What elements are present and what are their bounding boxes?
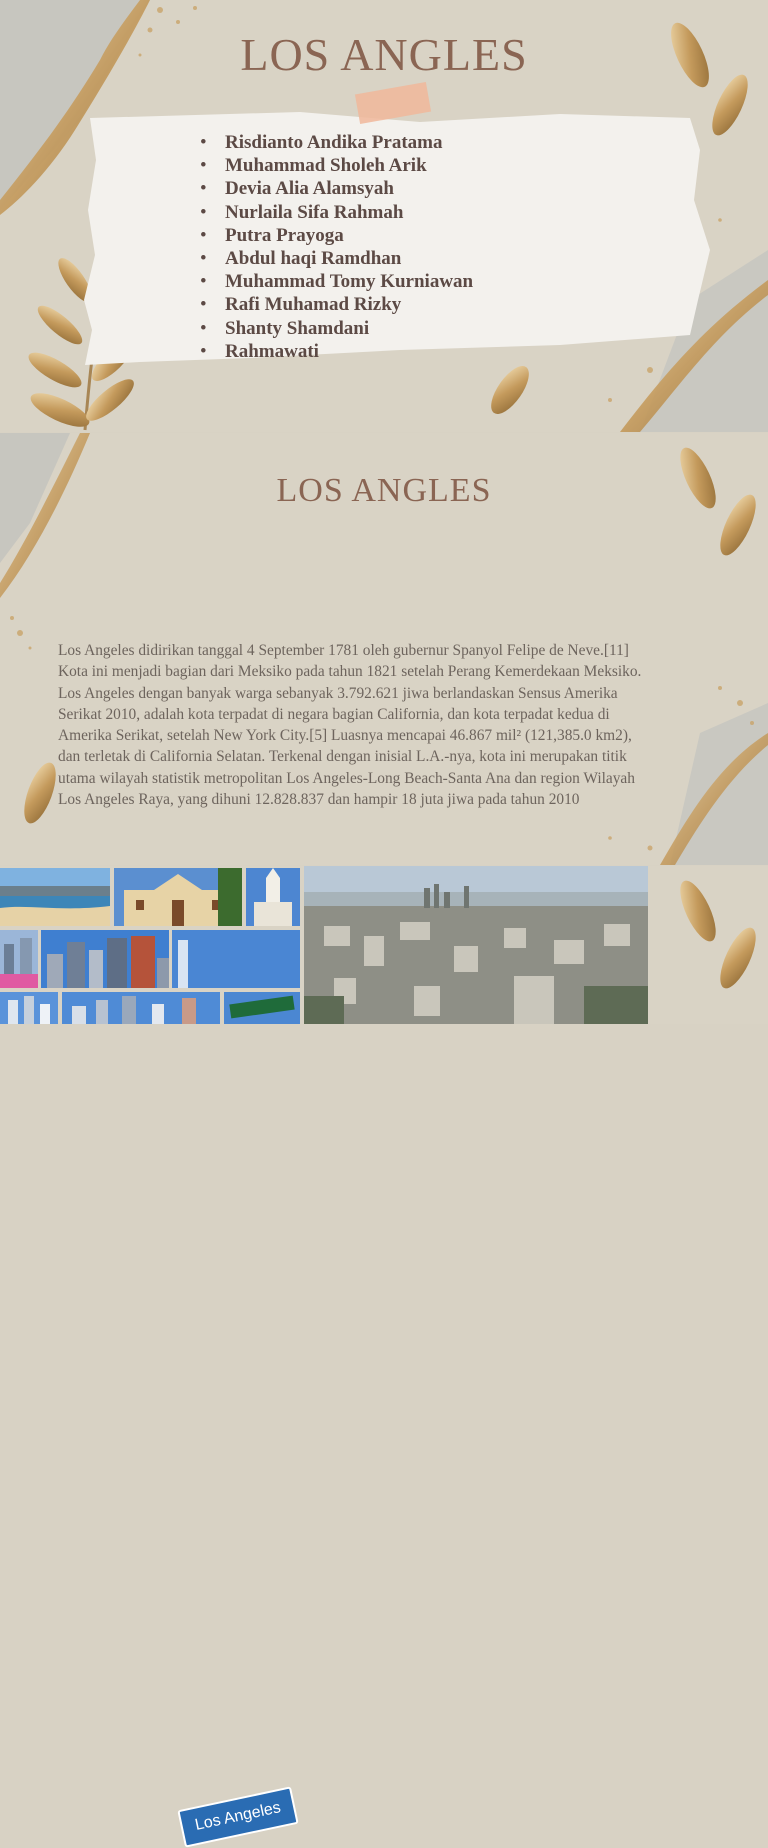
beach-photo [0, 868, 110, 926]
member-name: • Nurlaila Sifa Rahmah [200, 201, 473, 224]
member-name: • Muhammad Tomy Kurniawan [200, 270, 473, 293]
towers-photo [0, 992, 58, 1024]
member-name: • Devia Alia Alamsyah [200, 177, 473, 200]
slide-title-members [0, 0, 768, 432]
description-paragraph: Los Angeles didirikan tanggal 4 September 1781 oleh gubernur Spanyol Felipe de Neve.[11] Kota ini menjadi bagian dari Meksiko pada tahun 1821 setelah Perang Kemerdekaan Meksiko. Los Angeles dengan banyak warga sebanyak 3.792.621 jiwa berlandaskan Sensus Amerika Serikat 2010, adalah kota terpadat di negara bagian California, dan kota terpadat kedua di Amerika Serikat, setelah New York City.[5] Luasnya mencapai 46.867 mil² (121,385.0 km2), dan terletak di California Selatan. Terkenal dengan inisial L.A.-nya, kota ini merupakan titik utama wilayah statistik metropolitan Los Angeles-Long Beach-Santa Ana dan region Wilayah Los Angeles Raya, yang dihuni 12.828.837 dan hampir 18 juta jiwa pada tahun 2010 [58, 642, 642, 809]
mission-church-photo [114, 868, 242, 926]
member-name: • Abdul haqi Ramdhan [200, 247, 473, 270]
slide-title: LOS ANGLES [276, 472, 492, 509]
slide-photo-collage [0, 866, 768, 1834]
downtown-skyline-photo [41, 930, 169, 988]
tape-strip [355, 82, 431, 124]
santa-monica-sign-photo [224, 992, 300, 1024]
member-name: • Rafi Muhamad Rizky [200, 293, 473, 316]
member-name: • Risdianto Andika Pratama [200, 131, 473, 154]
city-aerial-photo [304, 866, 648, 1024]
city-hall-photo [246, 868, 300, 926]
los-angeles-sign: Los Angeles [177, 1786, 298, 1847]
member-name: • Rahmawati [200, 340, 473, 363]
member-name: • Muhammad Sholeh Arik [200, 154, 473, 177]
member-name: • Shanty Shamdani [200, 317, 473, 340]
members-list [200, 131, 473, 363]
skyline-lower-photo [62, 992, 220, 1024]
street-sign-photo [172, 930, 300, 988]
slide-title: LOS ANGLES [240, 29, 528, 80]
member-name: • Putra Prayoga [200, 224, 473, 247]
gold-leaves-icon [673, 876, 763, 993]
downtown-plaza-photo [0, 930, 38, 988]
